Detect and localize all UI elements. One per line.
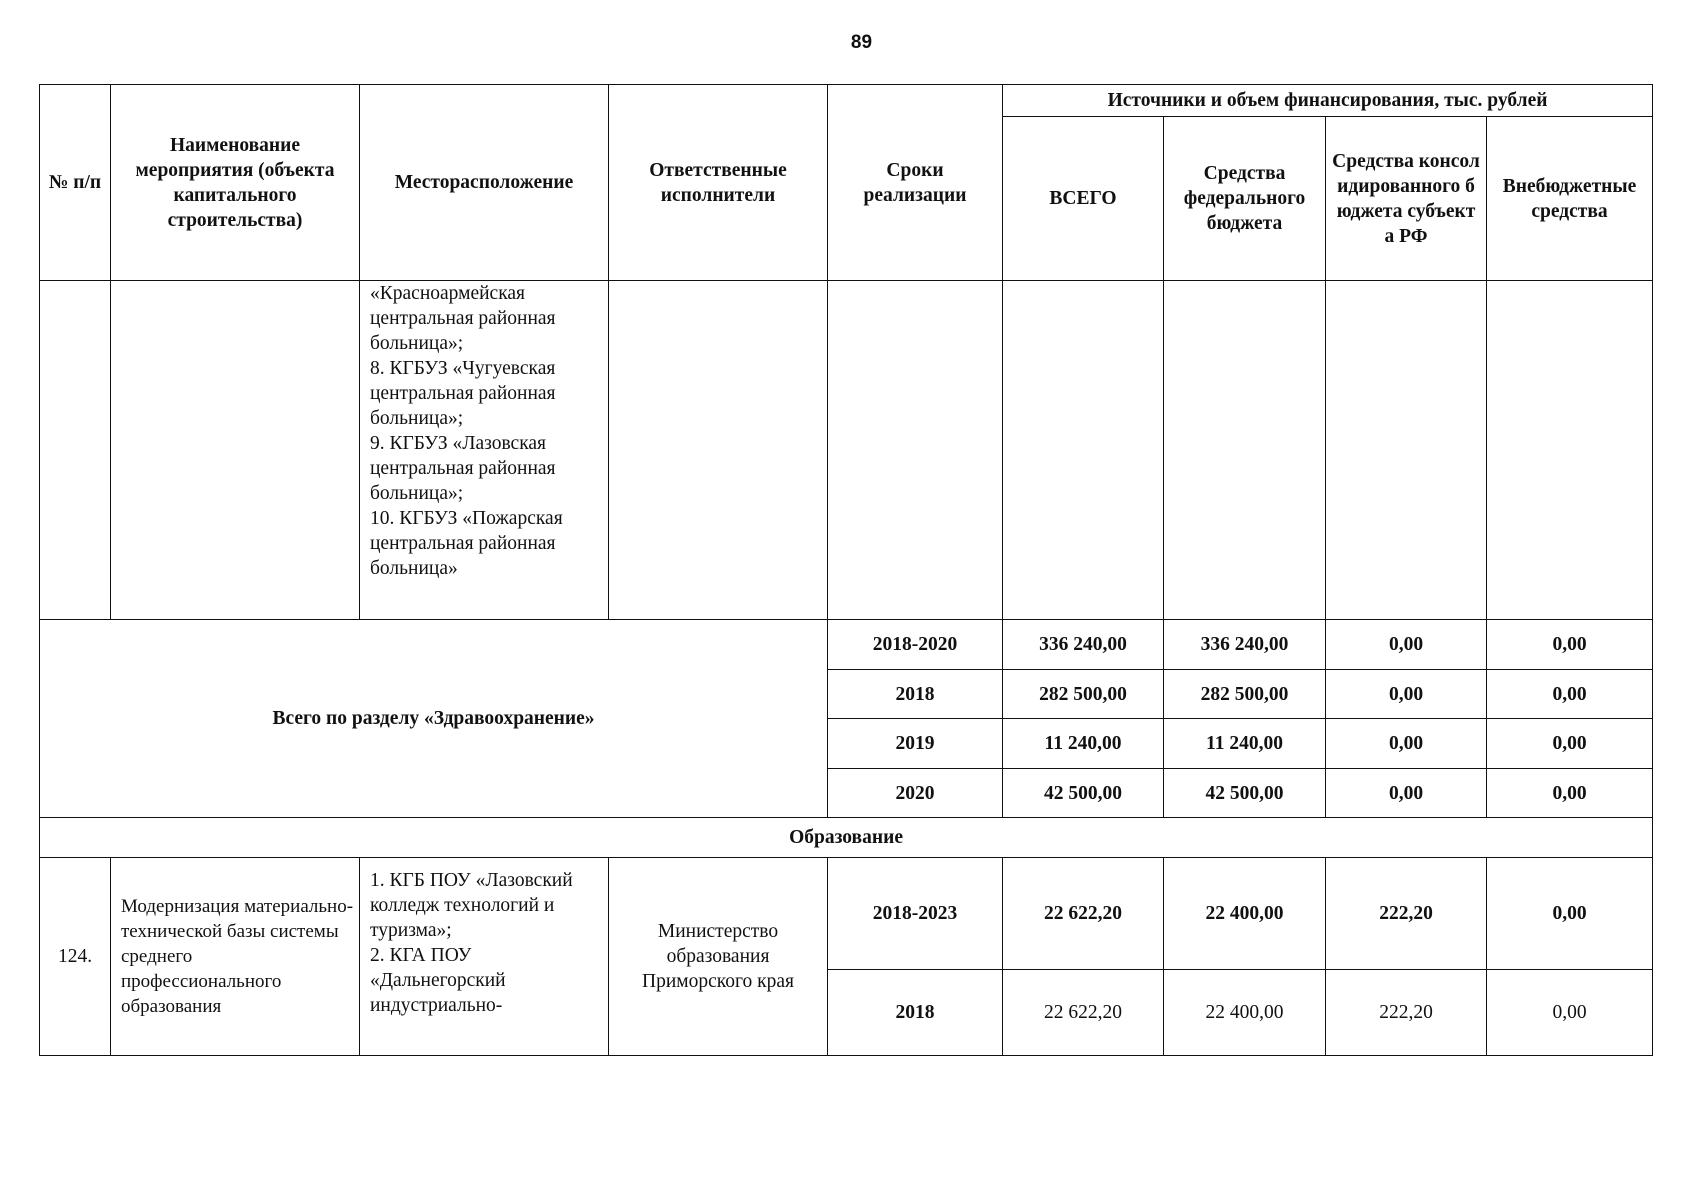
continued-location-line: 10. КГБУЗ «Пожарская центральная районная больница»	[370, 508, 563, 579]
federal-cell: 336 240,00	[1164, 620, 1326, 670]
total-cell: 282 500,00	[1003, 670, 1164, 719]
header-row-1	[40, 85, 1653, 117]
total-cell: 22 622,20	[1003, 858, 1164, 970]
total-cell: 42 500,00	[1003, 769, 1164, 818]
financing-table	[39, 84, 1653, 1056]
federal-cell: 42 500,00	[1164, 769, 1326, 818]
extra-cell: 0,00	[1487, 970, 1653, 1056]
regional-cell: 0,00	[1326, 620, 1487, 670]
item-responsible: Министерство образования Приморского края	[609, 858, 828, 1056]
extra-cell: 0,00	[1487, 858, 1653, 970]
period-cell: 2018	[828, 970, 1003, 1056]
continued-location-line: 8. КГБУЗ «Чугуевская центральная районная больница»;	[370, 358, 556, 429]
header-total: ВСЕГО	[1003, 117, 1164, 281]
total-cell: 11 240,00	[1003, 719, 1164, 769]
total-cell: 22 622,20	[1003, 970, 1164, 1056]
header-location: Месторасположение	[360, 85, 609, 281]
item-name: Модернизация материально-технической базы системы среднего профессионального образования	[111, 858, 360, 1056]
continued-regional-cell	[1326, 281, 1487, 620]
regional-cell: 0,00	[1326, 769, 1487, 818]
regional-cell: 0,00	[1326, 670, 1487, 719]
period-cell: 2018-2023	[828, 858, 1003, 970]
item-location-cell	[360, 858, 609, 1056]
extra-cell: 0,00	[1487, 719, 1653, 769]
period-cell: 2020	[828, 769, 1003, 818]
item-location-line: 2. КГА ПОУ «Дальнегорский индустриально-	[370, 945, 506, 1016]
federal-cell: 282 500,00	[1164, 670, 1326, 719]
continued-num-cell	[40, 281, 111, 620]
period-cell: 2018-2020	[828, 620, 1003, 670]
regional-cell: 0,00	[1326, 719, 1487, 769]
extra-cell: 0,00	[1487, 670, 1653, 719]
header-responsible: Ответственные исполнители	[609, 85, 828, 281]
regional-cell: 222,20	[1326, 858, 1487, 970]
header-extrabudget: Внебюджетные средства	[1487, 117, 1653, 281]
section-heading-education: Образование	[40, 818, 1653, 858]
continued-extra-cell	[1487, 281, 1653, 620]
section-total-label: Всего по разделу «Здравоохранение»	[40, 620, 828, 818]
header-funding-group: Источники и объем финансирования, тыс. рублей	[1003, 85, 1653, 117]
federal-cell: 22 400,00	[1164, 858, 1326, 970]
extra-cell: 0,00	[1487, 620, 1653, 670]
total-cell: 336 240,00	[1003, 620, 1164, 670]
extra-cell: 0,00	[1487, 769, 1653, 818]
continued-federal-cell	[1164, 281, 1326, 620]
continued-period-cell	[828, 281, 1003, 620]
federal-cell: 11 240,00	[1164, 719, 1326, 769]
item-num: 124.	[40, 858, 111, 1056]
header-regional: Средства консолидированного бюджета субъекта РФ	[1326, 117, 1487, 281]
section-heading-row	[40, 818, 1653, 858]
continued-total-cell	[1003, 281, 1164, 620]
section-total-row	[40, 620, 1653, 670]
header-federal: Средства федерального бюджета	[1164, 117, 1326, 281]
item-location-line: 1. КГБ ПОУ «Лазовский колледж технологий и туризма»;	[370, 870, 573, 941]
continued-location-cell	[360, 281, 609, 620]
header-name: Наименование мероприятия (объекта капитального строительства)	[111, 85, 360, 281]
federal-cell: 22 400,00	[1164, 970, 1326, 1056]
page-number: 89	[850, 32, 873, 53]
item-row	[40, 858, 1653, 970]
continued-responsible-cell	[609, 281, 828, 620]
period-cell: 2018	[828, 670, 1003, 719]
period-cell: 2019	[828, 719, 1003, 769]
continued-location-line: 9. КГБУЗ «Лазовская центральная районная больница»;	[370, 433, 556, 504]
regional-cell: 222,20	[1326, 970, 1487, 1056]
header-num: № п/п	[40, 85, 111, 281]
continued-row	[40, 281, 1653, 620]
continued-name-cell	[111, 281, 360, 620]
header-period: Сроки реализации	[828, 85, 1003, 281]
continued-location-line: «Красноармейская центральная районная больница»;	[370, 283, 556, 354]
